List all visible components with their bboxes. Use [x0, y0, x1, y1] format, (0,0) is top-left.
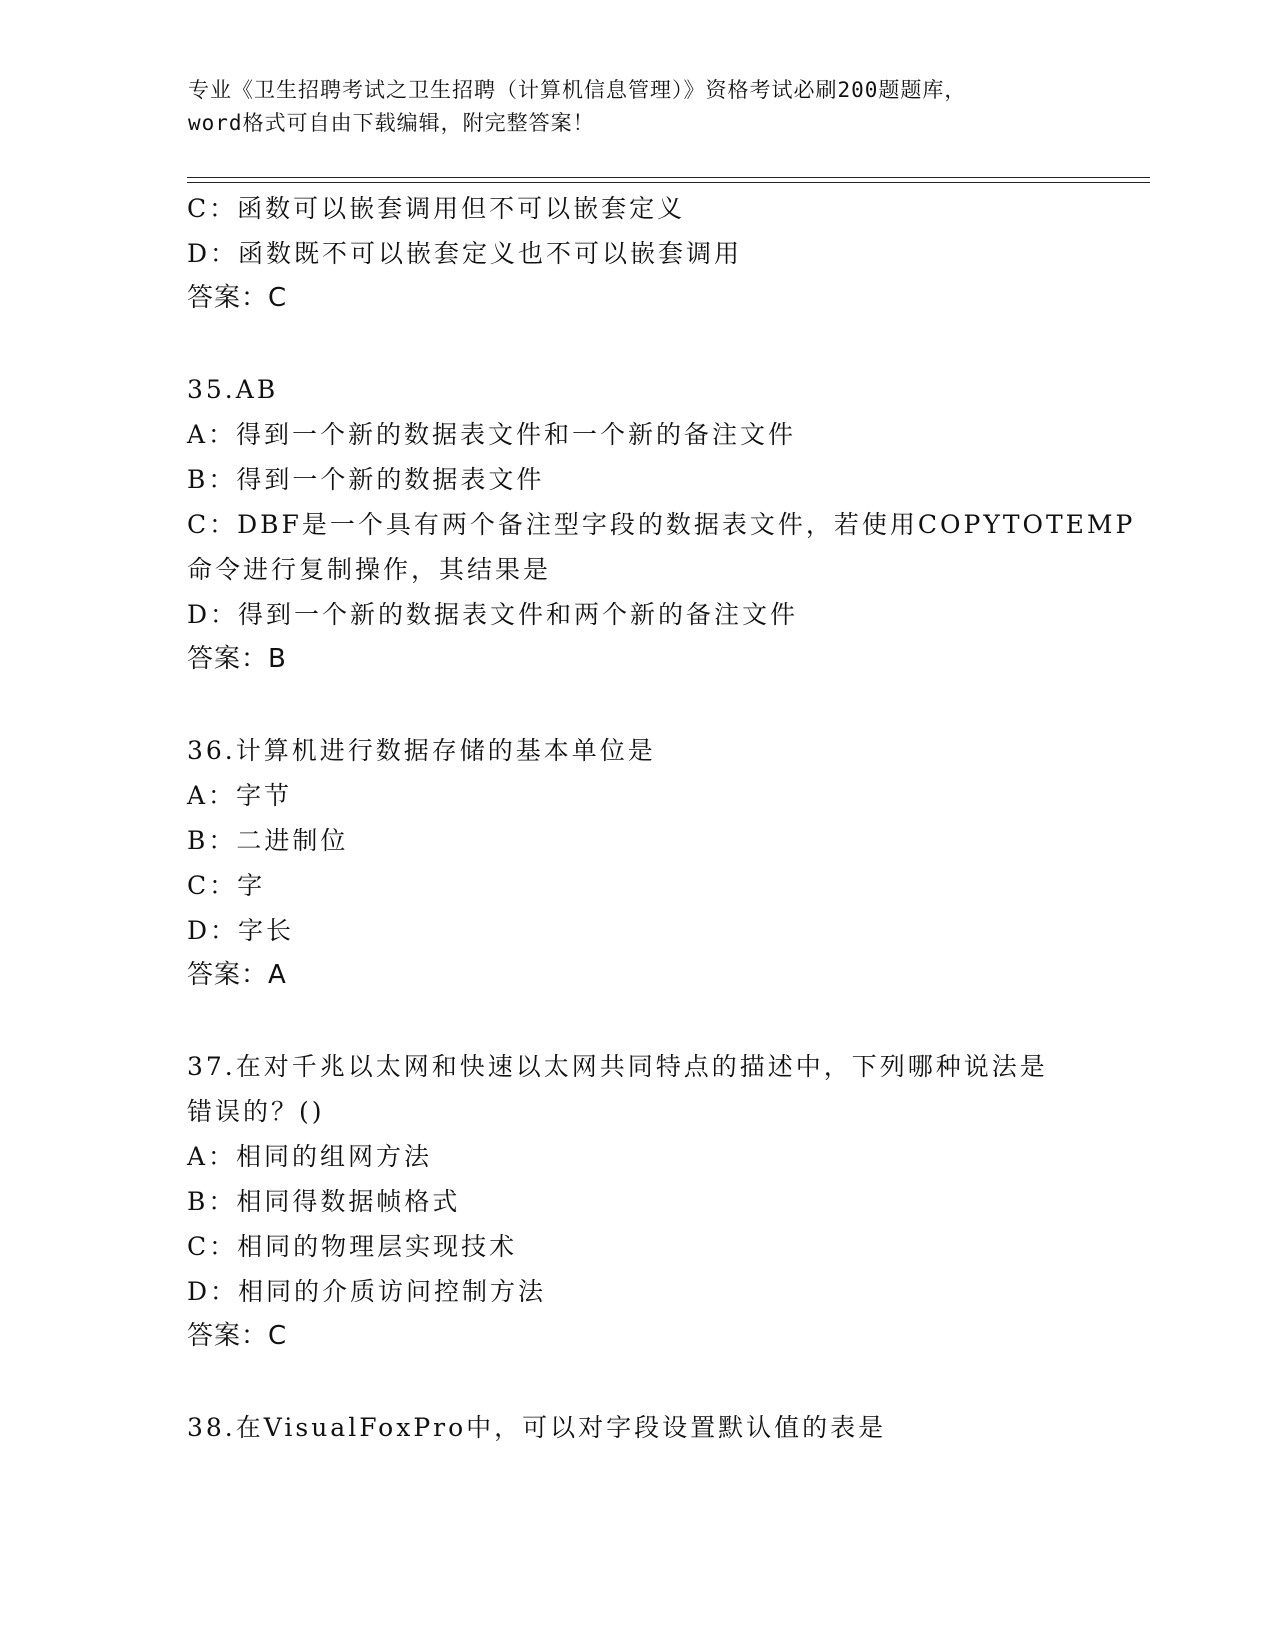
question-title: 38.在VisualFoxPro中，可以对字段设置默认值的表是	[187, 1413, 887, 1442]
option-d: D：相同的介质访问控制方法	[187, 1277, 547, 1306]
spacer	[187, 1359, 1087, 1405]
option-c: C：相同的物理层实现技术	[187, 1232, 518, 1261]
option-c: C：函数可以嵌套调用但不可以嵌套定义	[187, 194, 686, 223]
document-header	[188, 74, 1088, 140]
spacer	[187, 998, 1087, 1044]
option-d: D：字长	[187, 916, 295, 945]
option-d: D：得到一个新的数据表文件和两个新的备注文件	[187, 600, 799, 629]
question-title: 37.在对千兆以太网和快速以太网共同特点的描述中，下列哪种说法是	[187, 1052, 1048, 1081]
option-b: B：相同得数据帧格式	[187, 1187, 461, 1216]
answer-label: 答案：B	[187, 644, 287, 674]
question-title-continued: 错误的？()	[187, 1097, 325, 1126]
option-b: B：得到一个新的数据表文件	[187, 465, 545, 494]
option-a: A：字节	[187, 781, 293, 810]
answer-label: 答案：C	[187, 283, 288, 313]
option-c: C：DBF是一个具有两个备注型字段的数据表文件，若使用COPYTOTEMP	[187, 510, 1136, 539]
option-a: A：得到一个新的数据表文件和一个新的备注文件	[187, 420, 797, 449]
option-b: B：二进制位	[187, 826, 349, 855]
question-36	[187, 728, 1087, 998]
answer-label: 答案：A	[187, 960, 287, 990]
spacer	[187, 682, 1087, 728]
option-c: C：字	[187, 871, 266, 900]
header-divider	[187, 182, 1150, 183]
question-continued	[187, 186, 1087, 321]
option-a: A：相同的组网方法	[187, 1142, 433, 1171]
question-38	[187, 1405, 1087, 1450]
question-title: 36.计算机进行数据存储的基本单位是	[187, 736, 656, 765]
question-37	[187, 1044, 1087, 1359]
header-line: 专业《卫生招聘考试之卫生招聘（计算机信息管理）》资格考试必刷200题题库，	[188, 78, 967, 102]
option-d: D：函数既不可以嵌套定义也不可以嵌套调用	[187, 239, 743, 268]
answer-label: 答案：C	[187, 1321, 288, 1351]
question-list	[187, 186, 1136, 1450]
question-35	[187, 367, 1136, 682]
option-c-continued: 命令进行复制操作，其结果是	[187, 555, 552, 584]
spacer	[187, 321, 1087, 367]
question-title: 35.AB	[187, 375, 279, 404]
header-line: word格式可自由下载编辑，附完整答案！	[188, 111, 595, 135]
header-divider	[187, 177, 1150, 178]
